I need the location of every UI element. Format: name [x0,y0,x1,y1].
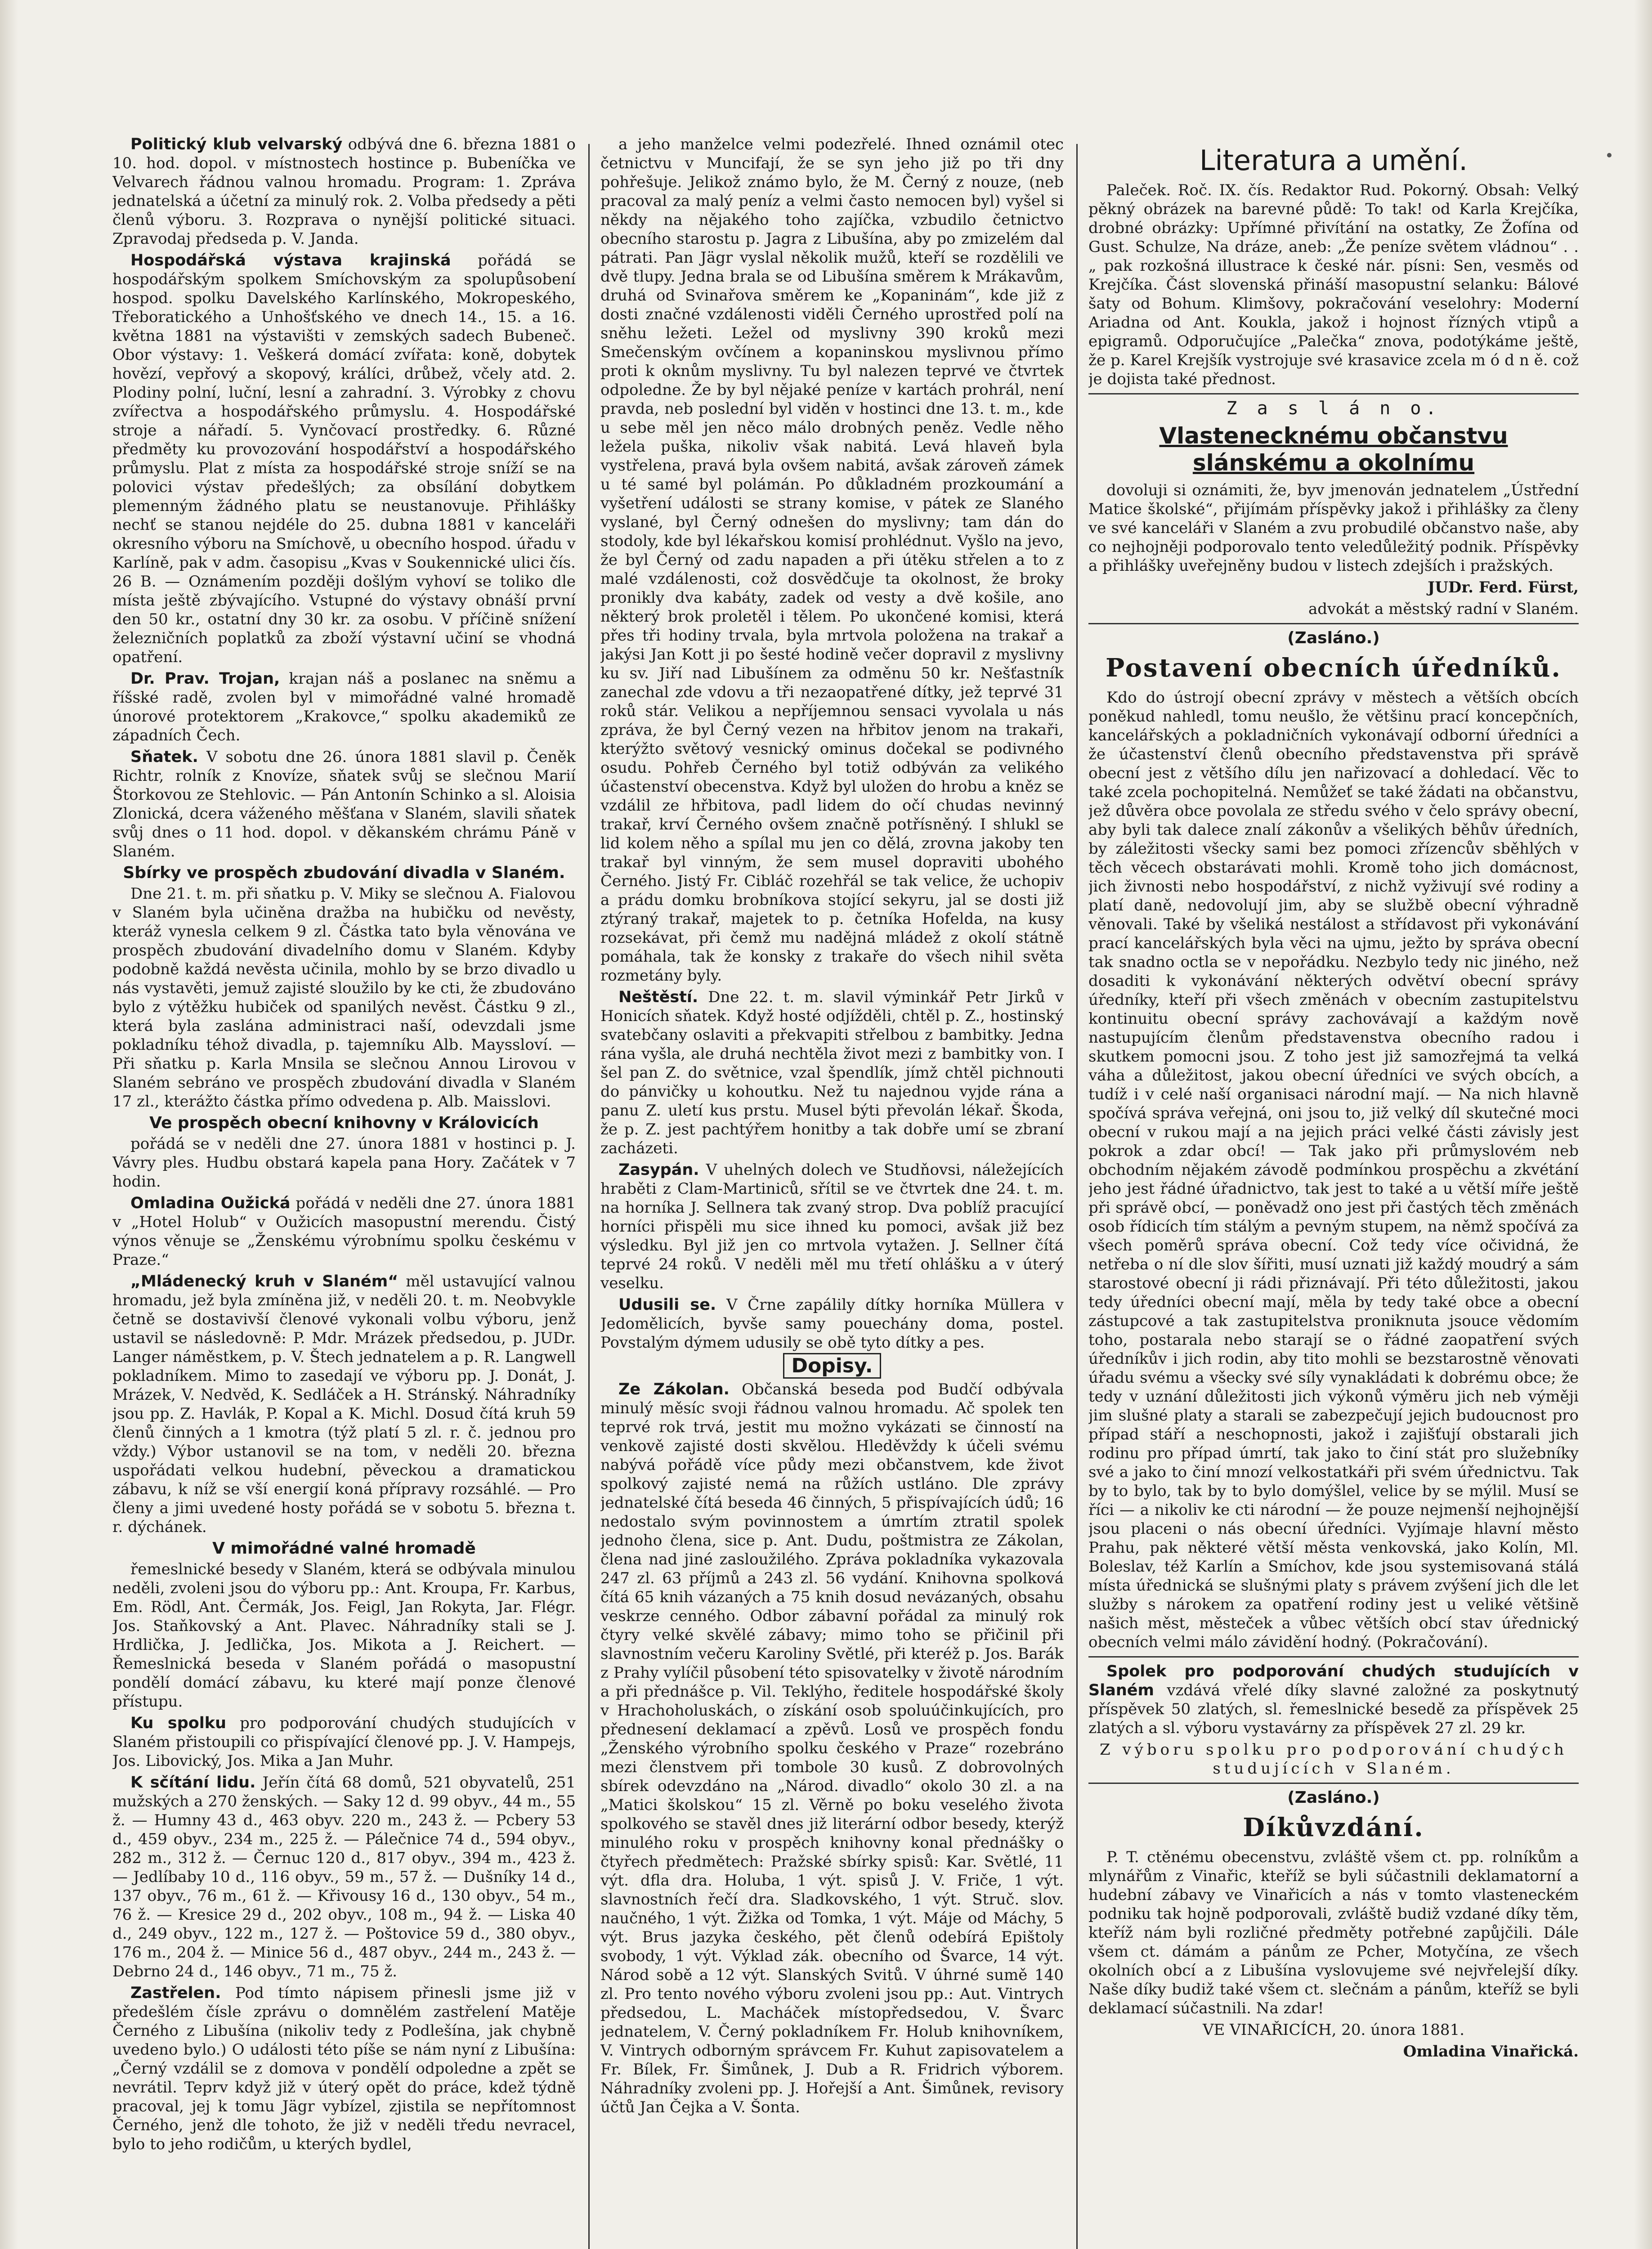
divider [1088,393,1579,394]
newspaper-page [112,135,1579,2249]
article-text: Jeřín čítá 68 domů, 521 obyvatelů, 251 mužských a 270 ženských. — Saky 12 d. 99 obyv., 44 m., 55 ž. — Humny 43 d., 463 obyv. 220 m., 243 ž. — Pcbery 53 d., 459 obyv., 234 m., 225 ž. — Pálečnice 74 d., 594 obyv., 282 m., 312 ž. — Černuc 120 d., 817 obyv., 394 m., 423 ž. — Jedlíbaby 10 d., 116 obyv., 59 m., 57 ž. — Dušníky 14 d., 137 obyv., 76 m., 61 ž. — Křivousy 16 d., 130 obyv., 54 m., 76 ž. — Kresice 29 d., 202 obyv., 108 m., 94 ž. — Liska 40 d., 249 obyv., 122 m., 127 ž. — Poštovice 59 d., 380 obyv., 176 m., 204 ž. — Minice 56 d., 487 obyv., 244 m., 243 ž. — Debrno 24 d., 146 obyv., 71 m., 75 ž. [112,1774,576,1980]
article-paragraph [112,1714,576,1770]
spolek-footer: Z výboru spolku pro podporování chudých studujících v Slaném. [1100,1741,1567,1778]
article-heading: Politický klub velvarský [130,135,343,153]
article-heading: Zastřelen. [130,1984,221,2002]
article-paragraph [112,669,576,745]
article-text: pro podporování chudých studujících v Slaném přistoupili co přispívající členové pp. J. V. Hampejs, Jos. Libovický, Jos. Mika a Jan Muhr. [112,1714,576,1770]
divider [1088,1783,1579,1784]
article-paragraph [112,884,576,1111]
article-paragraph [600,1295,1064,1352]
dopisy-label: Dopisy. [783,1353,882,1379]
scan-edge-left [0,0,18,2249]
article-paragraph [112,251,576,667]
article-text: měl ustavující valnou hromadu, jež byla zmíněna již, v neděli 20. t. m. Neobvykle četně se dostavivší členové vykonali volbu výboru, jenž ustavil se následovně: P. Mdr. Mrázek předsedou, p. JUDr. Langer náměstkem, p. V. Štech jednatelem a p. R. Langwell pokladníkem. Mimo to zasedají ve výboru pp. J. Donát, J. Mrázek, V. Nedvěd, K. Sedláček a H. Stránský. Náhradníky jsou pp. Z. Havlák, P. Kopal a K. Michl. Dosud čítá kruh 59 členů činných a 1 kmotra (týž platí 5 zl. r. č. jednou pro vždy.) Výbor ustanovil se na tom, v neděli 20. března uspořádati velkou hudební, pěveckou a dramatickou zábavu, k níž se vší energií koná přípravy rozsáhlé. — Pro členy a jimi uvedené hosty pořádá se v sobotu 5. března t. r. dýchánek. [112,1272,576,1536]
column-rule-2 [1076,144,1078,2249]
spolek-text: vzdává vřelé díky slavné založné za poskytnutý příspěvek 50 zlatých, sl. řemeslnické besedě za příspěvek 25 zlatých a sl. výboru vystavárny za příspěvek 27 zl. 29 kr. [1088,1681,1579,1737]
article-paragraph [600,135,1064,985]
article-text: pořádá se hospodářským spolkem Smíchovským za spolupůsobení hospod. spolku Davelského Karlínského, Mokropeského, Třeboratického a Unhošťského ve dnech 14., 15. a 16. května 1881 na výstavišti v zemských sadech Bubeneč. Obor výstavy: 1. Veškerá domácí zvířata: koně, dobytek hovězí, vepřový a skopový, králíci, drůbež, včely atd. 2. Plodiny polní, luční, lesní a zahradní. 3. Výrobky z chovu zvířectva a hospodářského průmyslu. 4. Hospodářské stroje a nářadí. 5. Vynčovací prostředky. 6. Různé předměty ku provozování hospodářství a hospodářského průmyslu. Plat z místa za hospodářské stroje sníží se na polovici výstav předešlých; za obsílání dobytkem plemenným žádného platu se neustanovuje. Přihlášky nechť se stanou nejdéle do 25. dubna 1881 v kanceláři okresního výboru na Smíchově, u obecního hospod. úřadu v Karlíně, pak v adm. časopisu „Kvas v Soukennické ulici čís. 26 B. — Oznámením později došlým vyhoví se toliko dle místa ještě zbývajícího. Vstupné do výstavy obnáší první den 50 kr., ostatní dny 30 kr. za osobu. V příčině snížení železničních poplatků za zboží výstavní učiní se vhodná opatření. [112,251,576,666]
dikuvzdani-text: P. T. ctěnému obecenstvu, zvláště všem ct. pp. rolníkům a mlynářům z Vinařic, kteříž se byli súčastnili deklamatorní a hudební zábavy ve Vinařicích a nás v tomto vlasteneckém podniku tak hojně podporovali, zvláště budiž vzdané díky těm, kteříž nám byli rozličné předměty potřebné zapůjčili. Dále všem ct. dámám a pánům ze Pcher, Motyčína, ze všech okolních obcí a z Libušína vyslovujeme své nejvřelejší díky. Naše díky budiž také všem ct. slečnám a pánům, kteříž se byli deklamací súčastnili. Na zdar! [1088,1848,1579,2017]
zaslano-label: Z a s l á n o. [1226,398,1441,419]
article-paragraph [112,1560,576,1711]
literature-text: Paleček. Roč. IX. čís. Redaktor Rud. Pokorný. Obsah: Velký pěkný obrázek na barevné půdě: To tak! od Karla Krejčíka, drobné obrázky: Upřímné přivítání na ostatky, Ze Žofína od Gust. Schulze, Na dráze, aneb: „Že peníze světem vládnou“ . . „ pak rozkošná illustrace k české nár. písni: Sen, vesměs od Krejčíka. Část slovenská přináší masopustní selanku: Bálové šaty od Bohum. Klimšovy, pokračování veselohry: Moderní Ariadna od Ant. Koukla, jakož i hojnost řízných vtipů a epigramů. Odporučujíce „Palečka“ znova, podotýkáme ještě, že p. Karel Krejšík vystrojuje své krasavice zcela m ó d n ě. což je dojista také přednost. [1088,181,1579,388]
dopisy-heading [600,1354,1064,1377]
article-heading: Hospodářská výstava krajinská [130,251,451,269]
article-text: Občanská beseda pod Budčí odbývala minulý měsíc svoji řádnou valnou hromadu. Ač spolek ten teprvé rok trvá, jestit mu možno vykázati se činností na venkově zajisté dosti skvělou. Hleděvždy k účeli svému nabývá pořádě více půdy mezi občanstvem, kde život spolkový zajisté nemá na růžích ustláno. Dle zprávy jednatelské čítá beseda 46 činných, 5 přispívajících údů; 16 nedostalo svým povinnostem a úmrtím ztratil spolek jednoho člena, sice p. Ant. Dudu, poštmistra ze Zákolan, člena nad jiné zasloužilého. Zpráva pokladníka vykazovala 247 zl. 63 příjmů a 243 zl. 56 vydání. Knihovna spolková čítá 65 knih vázaných a 75 knih dosud nevázaných, obsahu veskrze cenného. Odbor zábavní pořádal za minulý rok čtyry velké skvělé zábavy; mimo toho se přičinil při slavnostním večeru Karoliny Světlé, při kteréž p. Jos. Barák z Prahy vylíčil působení této spisovatelky v životě národním a při přednášce p. Vil. Teklýho, ředitele hospodářské školy v Hrachoholuskách, o získání osob spoluúčinkujících, pro přednesení deklamací a zpěvů. Losů ve prospěch fondu „Ženského výrobního spolku českého v Praze“ rozebráno mezi členstvem při tombole 30 kusů. Z dobrovolných sbírek odevzdáno na „Národ. divadlo“ okolo 30 zl. a na „Matici školskou“ 15 zl. Věrně po boku veselého života spolkového se stavěl dnes již literární odbor besedy, kterýž minulého roku v prospěch knihovny konal přednášky o čtyřech předmětech: Pražské sbírky spisů: Kar. Světlé, 11 výt. dfla dra. Holuba, 1 výt. spisů J. V. Friče, 1 výt. slavnostních řečí dra. Sladkovského, 1 výt. Struč. slov. naučného, 1 výt. Žižka od Tomka, 1 výt. Máje od Máchy, 5 výt. Brus jazyka českého, pět členů odebírá Epištoly svobody, 1 výt. Výklad zák. obecního od Švarce, 14 výt. Národ sobě a 12 výt. Slanských Svitů. V úhrné sumě 140 zl. Pro tento nového výboru zvoleni jsou pp.: Aut. Vintrych předsedou, L. Macháček místopředsedou, V. Švarc jednatelem, V. Černý pokladníkem Fr. Holub knihovníkem, V. Vintrych odborným správcem Fr. Kuhut zapisovatelem a Fr. Bílek, Fr. Šimůnek, J. Dub a R. Fridrich výborem. Náhradníky zvoleni pp. J. Hořejší a Ant. Šimůnek, revisory účtů Jan Čejka a V. Šonta. [600,1380,1064,2116]
article-heading: V mimořádné valné hromadě [212,1539,476,1558]
article-heading: K sčítání lidu. [130,1774,256,1792]
article-text: a jeho manželce velmi podezřelé. Ihned oznámil otec četnictvu v Muncifají, že se syn jeho již po tři dny pohřešuje. Jelikož známo bylo, že M. Černý z nouze, (neb pracoval za malý peníz a velmi často nemocen byl) vyšel si někdy na nějakého toho zajíčka, vzbudilo četnictvo obecního starostu p. Jagra z Libušína, aby po zmizelém dal pátrati. Pan Jägr vyslal několik mužů, kteří se rozdělili ve dvě tlupy. Jedna brala se od Libušína směrem k Mrákavům, druhá od Svinařova směrem ke „Kopaninám“, kde již z dosti značné vzdálenosti viděli Černého uprostřed polí na sněhu ležeti. Ležel od myslivny 390 kroků mezi Smečenským ovčínem a kopaninskou myslivnou přímo proti k oknům myslivny. Tu byl nalezen teprvé ve čtvrtek odpoledne. Že by byl nějaké peníze v kartách prohrál, není pravda, neb poslední byl viděn v hostinci dne 13. t. m., kde u sebe měl jen něco málo drobných peněz. Vedle něho ležela puška, nikoliv však nabitá. Levá hlaveň byla vystřelena, pravá byla ovšem nabitá, avšak zároveň zámek u té samé byl polámán. Po důkladném prozkoumání a vyšetření události se strany komise, v pátek ze Slaného vyslané, byl Černý odnešen do myslivny; tam dán do stodoly, kde byl lékařskou komisí prohlédnut. Vyšlo na jevo, že byl Černý od zadu napaden a při útěku střelen a to z malé vzdálenosti, což dosvědčuje ta okolnost, že broky pronikly dva kabáty, zadek od vesty a dvě košile, ano některý brok proletěl i tělem. Po ukončené komisi, která přes tři hodiny trvala, byla mrtvola položena na trakař a jakýsi Jan Kott ji po šesté hodině večer dopravil z myslivny ku sv. Jiří nad Libušínem za odměnu 50 kr. Nešťastník zanechal zde vdovu a tři nezaopatřené dítky, jež teprvé 31 roků stár. Velikou a nepříjemnou sensaci vyvolala u nás zpráva, že byl Černý vezen na hřbitov jenom na trakaři, kterýžto světový vesnický ominus dočekal se podivného osudu. Pohřeb Černého byl totiž odbýván za velikého účastenství obecenstva. Když byl uložen do hrobu a kněz se vzdálil ze hřbitova, padl lidem do očí chudas nevinný trakař, krví Černého ovšem značně potřísněný. I shlukl se lid kolem něho a spílal mu jen co dělá, zrovna jakoby ten trakař byl vinným, že sem musel dopraviti ubohého Černého. Jistý Fr. Cibláč rozehřál se tak velice, že uchopiv a prádu domku brobníkova stojící sekyru, jal se dosti již ztýraný trakař, majetek to p. četníka Hofelda, na kusy rozsekávat, při čemž mu nadějná mládež z okolí státně pomáhala, tak že konsky z trakaře do všech nihil světa rozmetány byly. [600,135,1064,985]
article-paragraph [600,1160,1064,1293]
postaveni-text: Kdo do ústrojí obecní zprávy v městech a větších obcích poněkud nahledl, tomu neušlo, že většinu prací koncepčních, kancelářských a pokladničních vykonávají odborní úředníci a že účastenství členů obecního představenstva při správě obecní jest z většího dílu jen nařizovací a dohledací. Věc to také zcela pochopitelná. Nemůžeť se také žádati na občanstvu, jež důvěra obce povolala ze středu svého v čelo správy obecní, aby byli tak dalece znalí zákonův a všelikých běhův úředních, by záležitosti všecky sami bez pomoci zřízencův sběhlých v těch věcech obstarávati mohli. Kromě toho jich domácnost, jich živnosti nebo hospodářství, z nichž vyživují své rodiny a platí daně, nedovolují jim, aby se službě obecní výhradně věnovali. Také by všeliká nestálost a střídavost při vykonávání prací kancelářských byla věci na ujmu, ježto by správa obecní tak snadno octla se v nepořádku. Nezbylo tedy nic jiného, než dosaditi k vykonávání některých odvětví obecní správy úředníky, kteří při všech změnách v obecním zastupitelstvu kontinuitu obecní správy zachovávají a každým nově nastupujícím členům představenstva obecního radou i skutkem pomocni jsou. Z toho jest již samozřejmá ta velká váha a důležitost, jakou obecní úředníci ve svých obcích, a tudíž i v celé naší organisaci národní mají. — Na nich hlavně spočívá správa veřejná, oni jsou to, již velký díl skutečné moci obecní v rukou mají a na jejich práci velké části závisly jest pokrok a zdar obcí! — Tak jako při průmyslovém neb obchodním nějakém závodě podmínkou prospěchu a zkvétání jeho jest řádné úřadnictvo, tak jest to také a u větší míře ještě při správě obcí, — poněvadž ono jest při častých těch změnách osob řídicích tím stálým a pevným stupem, na němž spočívá za všech poměrů správa obecní. Což tedy více očividná, že netřeba o ní dle slov šířiti, musí uznati již každý moudrý a sám starostové obecní ji rádi přiznávají. Při této důležitosti, jakou tedy úředníci obecní mají, měla by tedy také obce a obecní zástupcové a tak zastupitelstva proniknuta jsouce vědomím toho, postarala nebo starají se o řádné zaopatření svých úředníkův i jich rodin, aby tito mohli se bezstarostně věnovati úřadu svému a všecky své síly vynakládati k dobrému obce; že tedy v uznání důležitosti jich výkonů výměru jich neb výměji jim slušné platy a starali se zabezpečují jejich budoucnost pro případ stáří a neschopnosti, jakož i zajišťují obstarali jich rodinu pro případ úmrtí, tak jako to činí stát pro služebníky své a jako to činí mnozí velkostatkáři při svém úřednictvu. Tak by to bylo, tak by to bylo domýšlel, velice by se mýlil. Musí se říci — a nikoliv ke cti národní — že pouze nejmenší nejhojnější jsou placeni o nás obecní úředníci. Vyjímaje hlavní město Prahu, pak některé větší města venkovská, jako Kolín, Ml. Boleslav, též Karlín a Smíchov, kde jsou systemisovaná stálá místa úřednická se slušnými platy s právem zvýšení jich dle let služby s nárokem za opatření rodiny jest u veliké většině našich měst, městeček a vůbec větších obcí stav úřednický obecních velmi málo závidění hodný. (Pokračování). [1088,689,1579,1651]
article-heading: Ku spolku [130,1714,227,1732]
vlastenecky-signature-role: advokát a městský radní v Slaném. [1308,600,1579,618]
literature-heading: Literatura a umění. [1199,144,1468,177]
article-heading: Ve prospěch obecní knihovny v Královicích [149,1114,539,1132]
article-text: Dne 21. t. m. při sňatku p. V. Miky se slečnou A. Fialovou v Slaném byla učiněna dražba na hubičku od nevěsty, kteráž vynesla celkem 9 zl. Částka tato byla věnována ve prospěch zbudování divadelního domu v Slaném. Kdyby podobně každá nevěsta učinila, mohlo by se brzo divadlo u nás vystavěti, jemuž zajisté sloužilo by ke cti, že zbudováno bylo z výtěžku hubiček od spanilých nevěst. Částku 9 zl., která byla zaslána administraci naší, odevzdali jsme pokladníku téhož divadla, p. tajemníku Alb. Mayssloví. — Při sňatku p. Karla Mnsila se slečnou Annou Lirovou v Slaném sebráno ve prospěch zbudování divadla v Slaném 17 zl., kterážto částka přímo odvedena p. Alb. Maisslovi. [112,885,576,1111]
column-1 [112,135,576,2156]
ink-dot [1607,153,1612,157]
article-text: V sobotu dne 26. února 1881 slavil p. Čeněk Richtr, rolník z Knovíze, sňatek svůj se slečnou Marií Štorkovou ze Stehlovic. — Pán Antonín Schinko a sl. Aloisia Zlonická, dcera váženého měšťana v Slaném, slavili sňatek svůj dnes o 11 hod. dopol. v děkanském chrámu Páně v Slaném. [112,748,576,860]
article-heading: Neštěstí. [618,988,698,1006]
vlastenecky-heading: Vlastenecknému občanstvu slánskému a okolnímu [1159,423,1508,476]
divider [1088,1656,1579,1658]
article-paragraph [112,1984,576,2154]
article-heading: Udusili se. [618,1296,716,1314]
dikuvzdani-place: VE VINAŘICÍCH, 20. února 1881. [1202,2021,1465,2039]
article-heading: Sňatek. [130,748,198,766]
zaslano-label-3: (Zasláno.) [1287,1788,1380,1807]
article-text: Pod tímto nápisem přinesli jsme již v předešlém čísle zprávu o domnělém zastřelení Matěje Černého z Libušína (nikoliv tedy z Podlešína, jak chybně uvedeno bylo.) O události této píše se nám nyní z Libušína: „Černý vzdálil se z domova v pondělí odpoledne a zpět se nevrátil. Teprv když již v úterý opět do práce, kdež týdně pracoval, jej k tomu Jägr vybízel, zjistila se nepřítomnost Černého, jenž dle tohoto, že již v neděli tředu nevracel, bylo to jeho rodičům, u kterých bydlel, [112,1984,576,2153]
article-paragraph [112,1134,576,1191]
scan-edge-right [1634,0,1652,2249]
article-paragraph [112,1194,576,1269]
article-text: odbývá dne 6. března 1881 o 10. hod. dopol. v místnostech hostince p. Bubeníčka ve Velvarech řádnou valnou hromadu. Program: 1. Zpráva jednatelská a účetní za minulý rok. 2. Volba předsedy a pěti členů výboru. 3. Rozprava o nynější politické situaci. Zpravodaj předseda p. V. Janda. [112,135,576,248]
article-heading: Zasypán. [618,1161,699,1179]
signature-name: JUDr. Ferd. Fürst, [1428,578,1579,596]
article-text: řemeslnické besedy v Slaném, která se odbývala minulou neděli, zvoleni jsou do výboru pp.: Ant. Kroupa, Fr. Karbus, Em. Rödl, Ant. Čermák, Jos. Feigl, Jan Rokyta, Jar. Flégr. Jos. Staňkovský a Ant. Plavec. Náhradníky stali se J. Hrdlička, J. Jedlička, Jos. Mikota a J. Reichert. — Řemeslnická beseda v Slaném pořádá o masopustní pondělí domácí zábavu, ku které mají ponze členové přístupu. [112,1560,576,1711]
article-heading: Sbírky ve prospěch zbudování divadla v Slaném. [123,864,565,882]
article-paragraph [600,988,1064,1158]
article-paragraph [112,1773,576,1981]
zaslano-label-2: (Zasláno.) [1287,629,1380,647]
column-2 [600,135,1064,2119]
column-3 [1088,135,1579,2064]
signature-name: Omladina Vinařická. [1403,2043,1579,2061]
article-heading: „Mládenecký kruh v Slaném“ [130,1272,398,1290]
article-heading: Dr. Prav. Trojan, [130,670,280,688]
article-text: V uhelných dolech ve Studňovsi, náležejících hraběti z Clam-Martiniců, sřítil se ve čtvrtek dne 24. t. m. na horníka J. Sellnera tak zvaný strop. Dva poblíž pracující horníci přispěli mu sice ihned ku pomoci, avšak již bez výsledku. Byl již jen co mrtvola vytažen. J. Sellner čítá teprvé 24 roků. V neděli měl mu třetí ohlášku a v úterý veselku. [600,1161,1064,1292]
vlastenecky-signature [1088,578,1579,597]
article-paragraph [600,1380,1064,2117]
article-text: V Črne zapálily dítky horníka Müllera v Jedomělicích, byvše samy pouechány doma, postel. Povstalým dýmem udusily se obě tyto dítky a pes. [600,1296,1064,1352]
article-text: pořádá v neděli dne 27. února 1881 v „Hotel Holub“ v Oužicích masopustní merendu. Čistý výnos věnuje se „Ženskému výrobnímu spolku českému v Praze.“ [112,1194,576,1269]
article-paragraph [112,135,576,248]
dikuvzdani-heading: Díkůvzdání. [1243,1813,1424,1842]
vlastenecky-text: dovoluji si oznámiti, že, byv jmenován jednatelem „Ústřední Matice školské“, přijímám příspěvky jakož i přihlášky za členy ve své kanceláři v Slaném a zvu probudilé občanstvo naše, aby co nejhojněji podporovalo tento veledůležitý podnik. Příspěvky a přihlášky uveřejněny budou v listech zdejších i pražských. [1088,481,1579,575]
article-text: Dne 22. t. m. slavil výminkář Petr Jirků v Honicích sňatek. Když hosté odjížděli, chtěl p. Z., hostinský svatebčany oslaviti a překvapiti střelbou z bambitky. Jedna rána vyšla, ale druhá nechtěla život mezi z bambitky von. I šel pan Z. do světnice, vzal špendlík, jímž chtěl pichnouti do pánvičky u kohoutku. Než tu najednou vyjde rána a panu Z. uletí kus prstu. Musel býti převolán lékař. Škoda, že p. Z. jest pachtýřem honitby a tak dobře umí se zbraní zacházeti. [600,988,1064,1157]
spolek-paragraph [1088,1662,1579,1738]
article-paragraph [112,1272,576,1537]
article-text: krajan náš a poslanec na sněmu a říšské radě, zvolen byl v mimořádné valné hromadě únorové protektorem „Krakovce,“ spolku akademiků ze západních Čech. [112,670,576,744]
spolek-heading: Spolek pro podporování chudých studujících v Slaném [1088,1662,1579,1699]
column-rule-1 [588,144,590,2249]
dikuvzdani-signature [1088,2042,1579,2061]
divider [1088,623,1579,624]
article-text: pořádá se v neděli dne 27. února 1881 v hostinci p. J. Vávry ples. Hudbu obstará kapela pana Hory. Začátek v 7 hodin. [112,1135,576,1191]
postaveni-heading: Postavení obecních úředníků. [1106,653,1562,683]
article-heading: Omladina Oužická [130,1194,291,1212]
article-heading: Ze Zákolan. [618,1380,730,1398]
article-paragraph [112,748,576,861]
